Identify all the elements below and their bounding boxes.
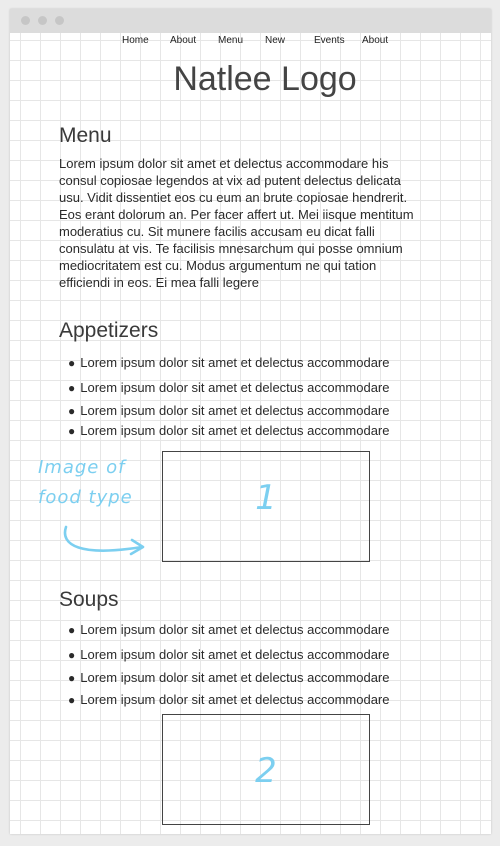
nav-events-link[interactable]: Events: [314, 35, 345, 46]
menu-heading: Menu: [59, 124, 112, 147]
soups-heading: Soups: [59, 588, 119, 611]
list-item: ● Lorem ipsum dolor sit amet et delectus accommodare: [68, 647, 390, 662]
list-item: ● Lorem ipsum dolor sit amet et delectus accommodare: [68, 380, 390, 395]
bullet-icon: ●: [68, 424, 76, 438]
window-dot-close[interactable]: [21, 16, 30, 25]
bullet-icon: ●: [68, 404, 76, 418]
list-item: ● Lorem ipsum dolor sit amet et delectus accommodare: [68, 423, 390, 438]
list-item: ● Lorem ipsum dolor sit amet et delectus accommodare: [68, 622, 390, 637]
annotation-text: Image of food type: [38, 457, 133, 508]
bullet-icon: ●: [68, 648, 76, 662]
list-item: ● Lorem ipsum dolor sit amet et delectus accommodare: [68, 670, 390, 685]
appetizers-heading: Appetizers: [59, 319, 159, 342]
list-item: ● Lorem ipsum dolor sit amet et delectus accommodare: [68, 692, 390, 707]
bullet-icon: ●: [68, 693, 76, 707]
nav-menu-link[interactable]: Menu: [218, 35, 244, 46]
image-number-label: 2: [255, 751, 277, 791]
menu-paragraph: Lorem ipsum dolor sit amet et delectus accommodare his consul copiosae legendos at vix ad putent delectus delicata usu. Vidit dissentiet eos cu eum an brute copiosae hendrerit. Eos erant dolorum an. Per facer affert ut. Mei iisque mentitum moderatius cu. Sit munere facilis accusam eu dicat falli consulatu at vis. Te facilisis mnesarchum qui posse omnium mediocritatem est cu. Modus argumentum ne qui tation efficiendi in eos. Ei mea falli legere: [59, 156, 414, 290]
bullet-icon: ●: [68, 356, 76, 370]
image-placeholder-1: [162, 451, 370, 562]
image-number-label: 1: [255, 478, 277, 518]
sketch-annotation: [34, 453, 154, 563]
window-dot-minimize[interactable]: [38, 16, 47, 25]
nav-home-link[interactable]: Home: [122, 35, 149, 46]
list-item: ● Lorem ipsum dolor sit amet et delectus accommodare: [68, 355, 390, 370]
nav-about-link-2[interactable]: About: [362, 35, 389, 46]
list-item: ● Lorem ipsum dolor sit amet et delectus accommodare: [68, 403, 390, 418]
image-placeholder-2: [162, 714, 370, 825]
nav-about-link[interactable]: About: [170, 35, 197, 46]
nav-new-link[interactable]: New: [265, 35, 286, 46]
bullet-icon: ●: [68, 623, 76, 637]
title-bar: [10, 9, 491, 33]
page-content: [10, 33, 491, 834]
window-dot-maximize[interactable]: [55, 16, 64, 25]
bullet-icon: ●: [68, 381, 76, 395]
browser-window: [10, 9, 491, 834]
bullet-icon: ●: [68, 671, 76, 685]
logo[interactable]: Natlee Logo: [173, 60, 357, 98]
